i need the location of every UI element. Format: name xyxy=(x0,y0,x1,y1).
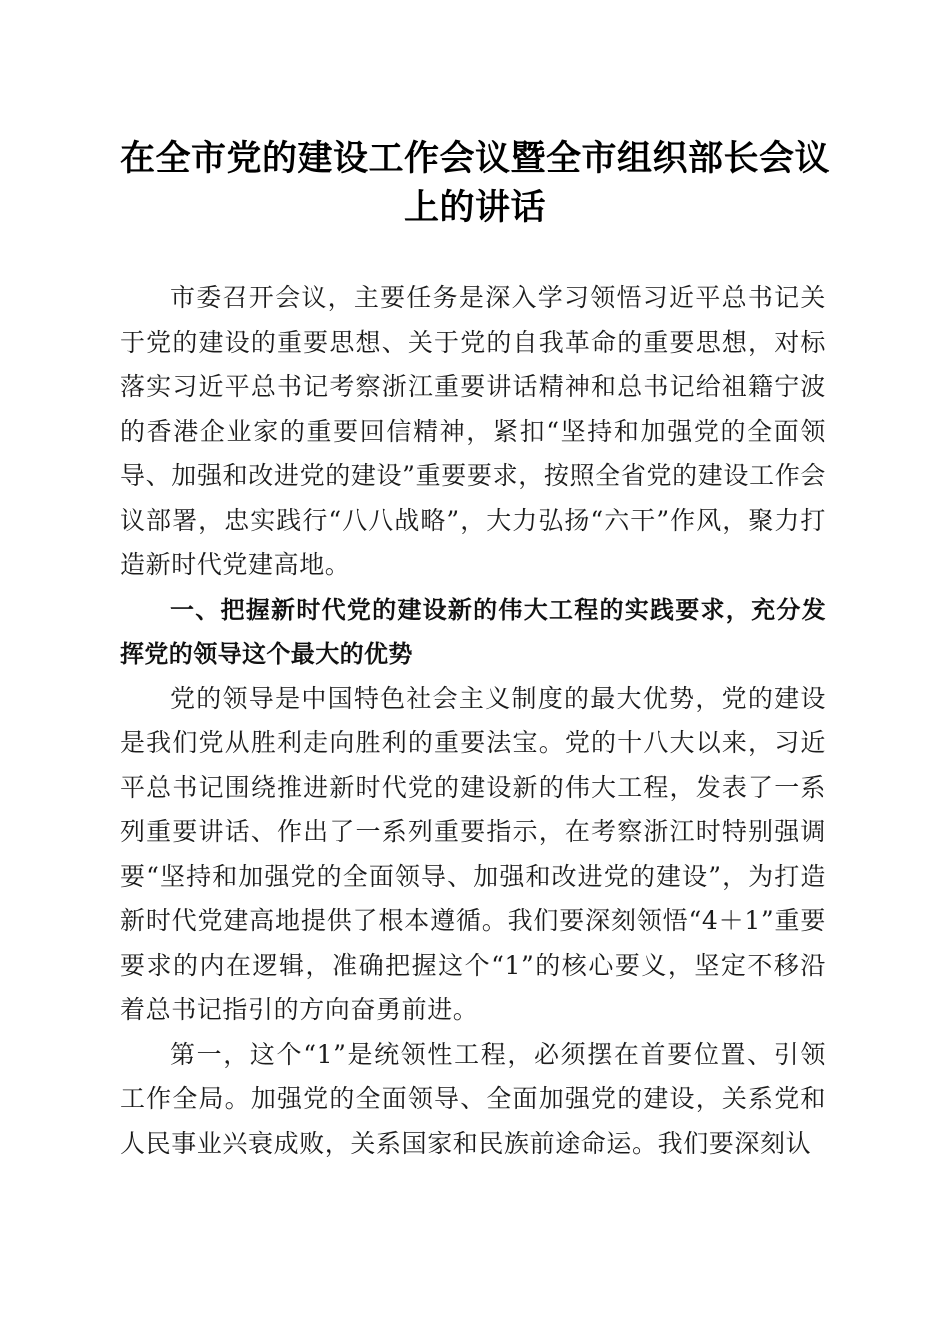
document-title: 在全市党的建设工作会议暨全市组织部长会议上的讲话 xyxy=(119,138,830,228)
intro-paragraph: 市委召开会议，主要任务是深入学习领悟习近平总书记关于党的建设的重要思想、关于党的自我革命的重要思想，对标落实习近平总书记考察浙江重要讲话精神和总书记给祖籍宁波的香港企业家的重要回信精神，紧扣“坚持和加强党的全面领导、加强和改进党的建设”重要要求，按照全省党的建设工作会议部署，忠实践行“八八战略”，大力弘扬“六干”作风，聚力打造新时代党建高地。 xyxy=(120,283,826,579)
body-paragraph: 第一，这个“1”是统领性工程，必须摆在首要位置、引领工作全局。加强党的全面领导、全面加强党的建设，关系党和人民事业兴衰成败，关系国家和民族前途命运。我们要深刻认 xyxy=(120,1039,826,1158)
section-heading: 一、把握新时代党的建设新的伟大工程的实践要求，充分发挥党的领导这个最大的优势 xyxy=(120,595,826,668)
document-body xyxy=(120,276,826,1166)
body-paragraph: 党的领导是中国特色社会主义制度的最大优势，党的建设是我们党从胜利走向胜利的重要法宝。党的十八大以来，习近平总书记围绕推进新时代党的建设新的伟大工程，发表了一系列重要讲话、作出了一系列重要指示，在考察浙江时特别强调要“坚持和加强党的全面领导、加强和改进党的建设”，为打造新时代党建高地提供了根本遵循。我们要深刻领悟“4＋1”重要要求的内在逻辑，准确把握这个“1”的核心要义，坚定不移沿着总书记指引的方向奋勇前进。 xyxy=(120,683,826,1024)
